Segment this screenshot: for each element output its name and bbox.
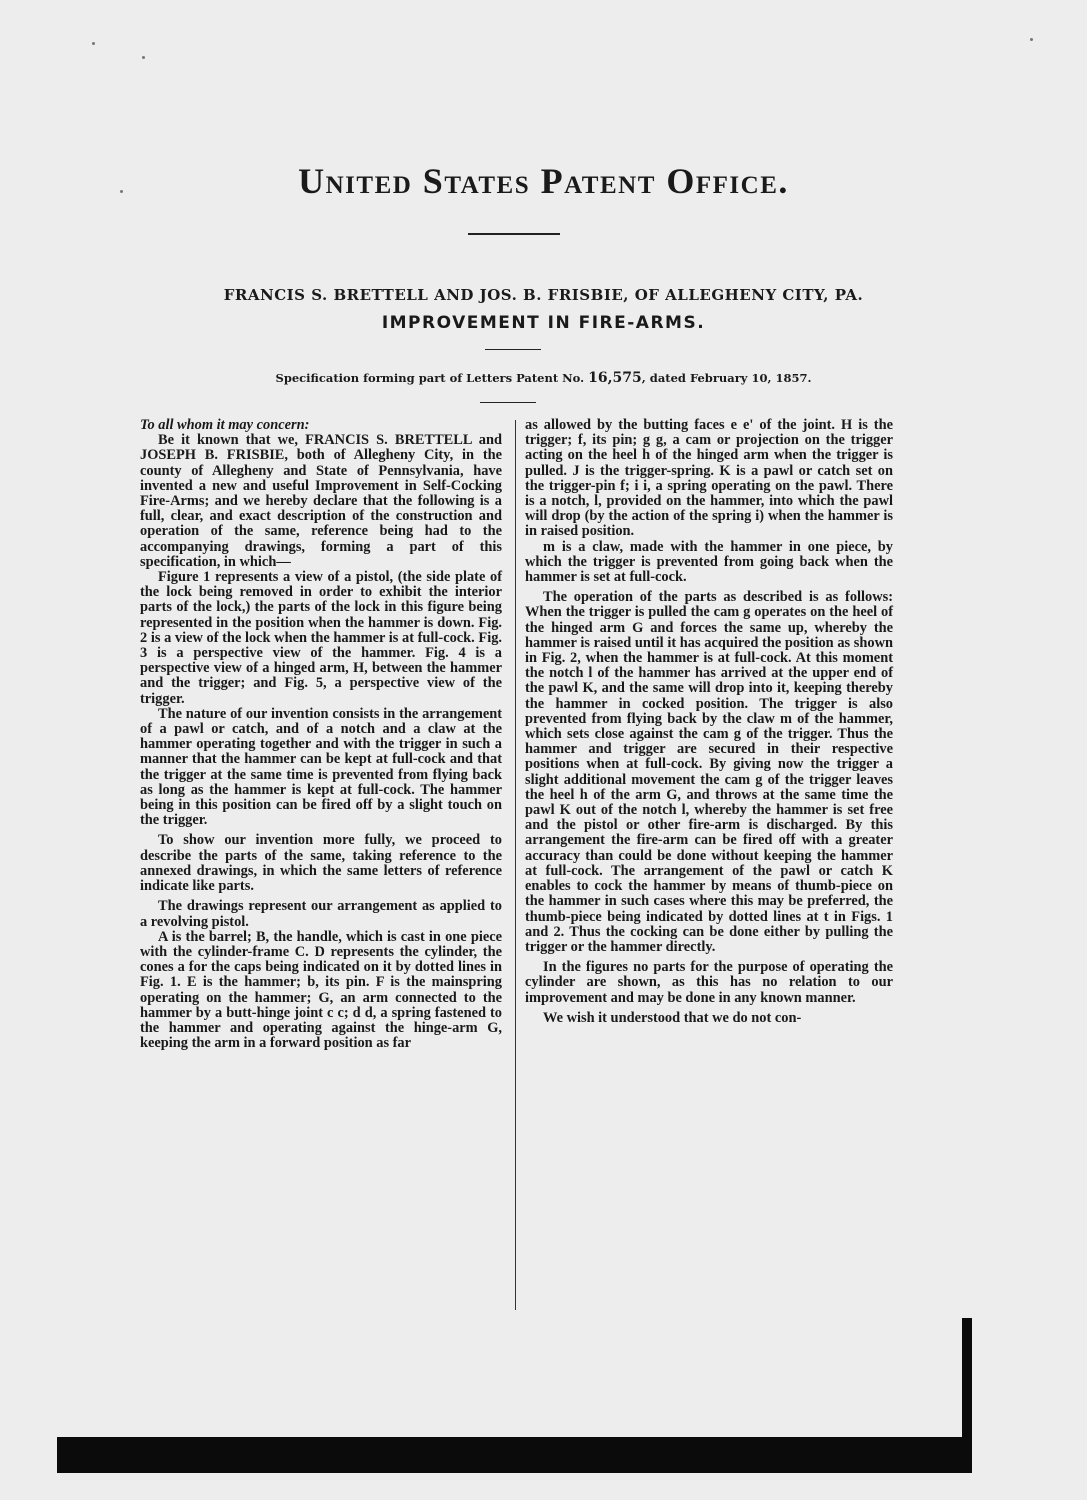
paragraph: In the figures no parts for the purpose of operating the cylinder are shown, as this has no relation to our improvement and may be done in any known manner. (525, 959, 893, 1006)
scan-border-bar (57, 1437, 972, 1473)
paragraph: The drawings represent our arrangement as applied to a revolving pistol. (140, 898, 502, 930)
scan-edge-mark (962, 1318, 972, 1448)
scan-speck (120, 190, 123, 193)
patent-number: 16,575 (588, 370, 642, 386)
spec-suffix: , dated February 10, 1857. (641, 371, 812, 385)
specification-line (0, 370, 1087, 386)
invention-title: IMPROVEMENT IN FIRE-ARMS. (381, 313, 706, 333)
paragraph: The nature of our invention consists in the arrangement of a pawl or catch, and of a notch and a claw at the hammer operating together and with the trigger in such a manner that the hammer can be kept at full-cock and that the trigger at the same time is prevented from flying back as long as the hammer is kept at full-cock. The hammer being in this position can be fired off by a slight touch on the trigger. (140, 705, 502, 829)
paragraph: m is a claw, made with the hammer in one piece, by which the trigger is prevented from going back when the hammer is set at full-cock. (525, 538, 893, 586)
office-title: United States Patent Office. (298, 161, 789, 201)
divider-rule (480, 402, 536, 403)
left-column (140, 418, 502, 1051)
paragraph: We wish it understood that we do not con- (543, 1009, 802, 1026)
right-column (525, 418, 893, 1026)
column-divider (515, 420, 516, 1310)
divider-rule (468, 233, 560, 235)
paragraph: as allowed by the butting faces e e' of the joint. H is the trigger; f, its pin; g g, a cam or projection on the trigger acting on the heel h of the hinged arm when the trigger is pulled. J is the trigger-spring. K is a pawl or catch set on the trigger-pin f; i i, a spring operating on the pawl. There is a notch, l, provided on the hammer, into which the pawl will drop (by the action of the spring i) when the hammer is in raised position. (525, 417, 893, 540)
salutation: To all whom it may concern: (140, 417, 310, 433)
inventors-line: FRANCIS S. BRETTELL AND JOS. B. FRISBIE, OF ALLEGHENY CITY, PA. (223, 286, 864, 304)
paragraph: Be it known that we, FRANCIS S. BRETTELL and JOSEPH B. FRISBIE, both of Allegheny City, in the county of Allegheny and State of Pennsylvania, have invented a new and useful Improvement in Self-Cocking Fire-Arms; and we hereby declare that the following is a full, clear, and exact description of the construction and operation of the same, reference being had to the accompanying drawings, forming a part of this specification, in which— (140, 432, 502, 570)
scan-speck (92, 42, 95, 45)
scan-speck (1030, 38, 1033, 41)
paragraph: Figure 1 represents a view of a pistol, (the side plate of the lock being removed in order to exhibit the interior parts of the lock,) the parts of the lock in this figure being represented in the position when the hammer is down. Fig. 2 is a view of the lock when the hammer is at full-cock. Fig. 3 is a perspective view of the hammer. Fig. 4 is a perspective view of a hinged arm, H, between the hammer and the trigger; and Fig. 5, a perspective view of the trigger. (140, 569, 502, 707)
paragraph: To show our invention more fully, we proceed to describe the parts of the same, taking reference to the annexed drawings, in which the same letters of reference indicate like parts. (140, 832, 502, 895)
spec-prefix: Specification forming part of Letters Patent No. (275, 371, 585, 385)
divider-rule (485, 349, 541, 350)
paragraph: The operation of the parts as described is as follows: When the trigger is pulled the cam g operates on the heel of the hinged arm G and forces the same up, whereby the hammer is raised until it has acquired the position as shown in Fig. 2, when the hammer is at full-cock. At this moment the notch l of the hammer has arrived at the upper end of the pawl K, and the same will drop into it, keeping thereby the hammer in cocked position. The trigger is also prevented from flying back by the claw m of the hammer, which sets close against the cam g of the trigger. Thus the hammer and trigger are secured in their respective positions when at full-cock. By giving now the trigger a slight additional movement the cam g of the trigger leaves the heel h of the arm G, and throws at the same time the pawl K out of the notch l, whereby the hammer is set free and the pistol or other fire-arm is discharged. By this arrangement the fire-arm can be fired off with a greater accuracy than could be done without keeping the hammer at full-cock. The arrangement of the pawl or catch K enables to cock the hammer by means of thumb-piece on the hammer in such cases where this may be preferred, the thumb-piece being indicated by dotted lines at t in Figs. 1 and 2. Thus the cocking can be done either by pulling the trigger or the hammer directly. (525, 589, 893, 955)
paragraph: A is the barrel; B, the handle, which is cast in one piece with the cylinder-frame C. D represents the cylinder, the cones a for the caps being indicated on it by dotted lines in Fig. 1. E is the hammer; b, its pin. F is the mainspring operating on the hammer; G, an arm connected to the hammer by a butt-hinge joint c c; d d, a spring fastened to the hammer and operating against the hinge-arm G, keeping the arm in a forward position as far (140, 928, 502, 1052)
scan-speck (142, 56, 145, 59)
